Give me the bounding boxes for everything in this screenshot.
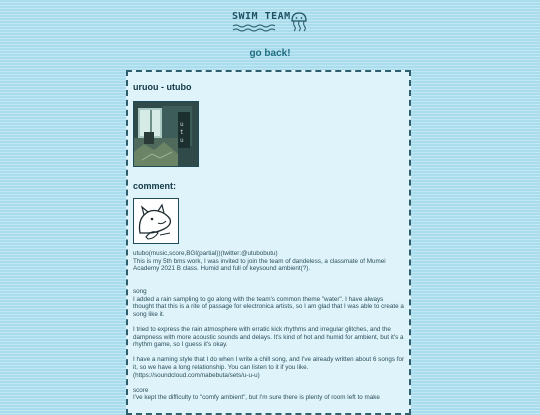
wave-icon (232, 24, 284, 32)
score-paragraph-1: I've kept the difficulty to "comfy ambient", but I'm sure there is plenty of room left to make (133, 394, 380, 402)
go-back-link[interactable]: go back! (249, 48, 291, 59)
comment-body (133, 250, 405, 409)
svg-text:u: u (180, 121, 184, 128)
logo-text: SWIM TEAM (232, 11, 291, 22)
intro-paragraph: This is my 5th bms work, I was invited to join the team of dandeless, a classmate of Mumei Academy 2021 B class. Humid and full of keysound ambient(?). (133, 257, 386, 273)
entry-content (133, 82, 405, 402)
svg-text:u: u (180, 137, 184, 144)
entry-title: uruou - utubo (133, 82, 192, 92)
song-paragraph-2: I tried to express the rain atmosphere with erratic kick rhythms and irregular glitches, and the dampness with more acoustic sounds and delays. It's kind of hot and humid for ambient, but it's a rhythm game, so I guess it's okay. (133, 325, 404, 349)
song-heading: song (133, 287, 147, 295)
avatar-image (133, 198, 179, 244)
credit-line: utubo(music,score,BGI(partial))(twitter:@utubobutu) (133, 250, 278, 257)
cover-art-image (133, 101, 199, 167)
svg-text:t: t (180, 129, 184, 136)
jellyfish-icon (290, 12, 308, 32)
comment-heading: comment: (133, 181, 177, 191)
score-heading: score (133, 386, 149, 394)
song-paragraph-3: I have a naming style that I do when I write a chill song, and I've already written about 6 songs for it, so we have a long relationship. You can listen to it if you like. (https://soundcloud.com/nabebuta/sets/u-u-u) (133, 356, 405, 379)
entry-panel (126, 70, 411, 415)
swim-team-logo (232, 10, 308, 34)
song-paragraph-1: I added a rain sampling to go along with the team's common theme "water". I have always thought that this is a rite of passage for electronica artists, so I am glad that I was able to create a song like it. (133, 295, 404, 318)
